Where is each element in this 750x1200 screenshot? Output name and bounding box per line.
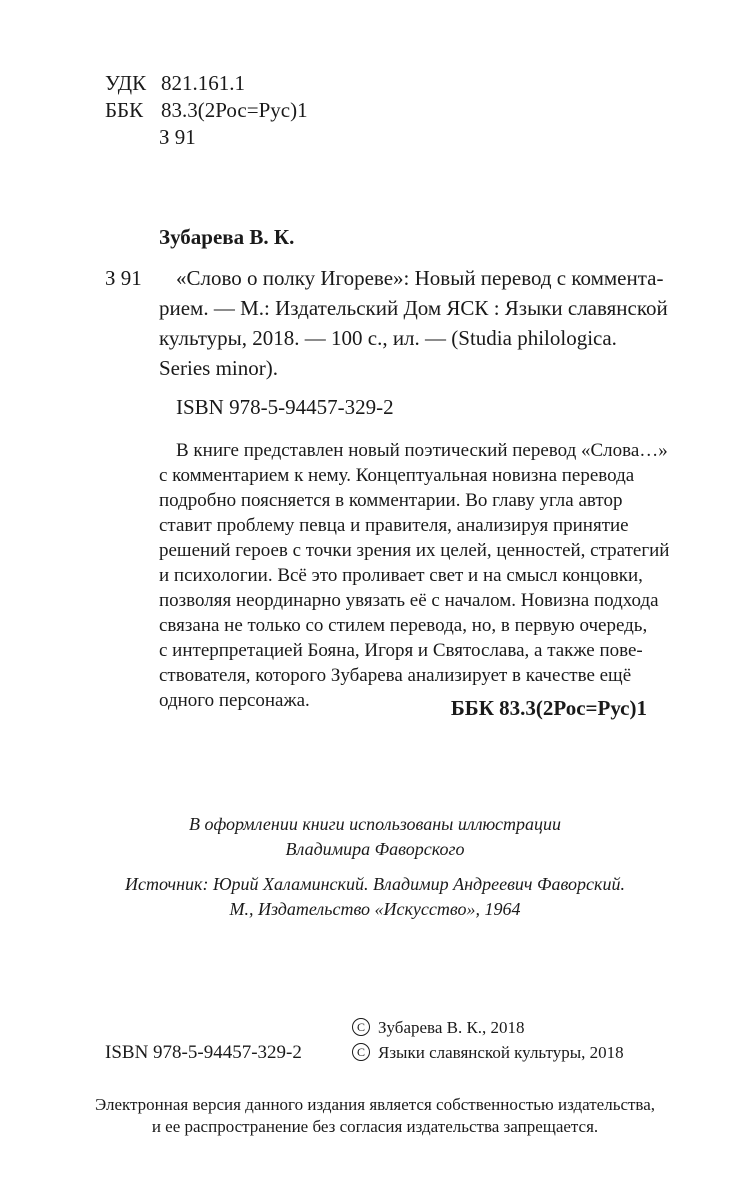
annotation-line: подробно поясняется в комментарии. Во главу угла автор [159, 490, 623, 511]
source-credits [0, 872, 750, 922]
copyright-publisher [352, 1043, 624, 1063]
biblio-line: «Слово о полку Игореве»: Новый перевод с коммента- [176, 266, 664, 290]
biblio-line: культуры, 2018. — 100 с., ил. — (Studia philologica. [159, 326, 617, 350]
biblio-isbn: ISBN 978-5-94457-329-2 [176, 395, 394, 419]
notice-line: и ее распространение без согласия издательства запрещается. [151, 1117, 599, 1136]
credits-line: Владимира Фаворского [285, 839, 465, 859]
bbk-line [105, 97, 308, 123]
annotation-line: с комментарием к нему. Концептуальная новизна перевода [159, 465, 635, 486]
copyright-icon: C [352, 1043, 370, 1061]
udk-line [105, 70, 245, 96]
annotation-line: с интерпретацией Бояна, Игоря и Святослава, а также пове- [159, 640, 643, 661]
bbk-label: ББК [105, 98, 144, 122]
copyright-author [352, 1018, 525, 1038]
copyright-text: Зубарева В. К., 2018 [378, 1018, 525, 1037]
copyright-text: Языки славянской культуры, 2018 [378, 1043, 624, 1062]
udk-value: 821.161.1 [161, 71, 245, 95]
annotation-line: связана не только со стилем перевода, но, в первую очередь, [159, 615, 648, 636]
source-line: Источник: Юрий Халаминский. Владимир Андреевич Фаворский. [125, 874, 625, 894]
annotation-line: и психологии. Всё это проливает свет и на смысл концовки, [159, 565, 643, 586]
copyright-icon: C [352, 1018, 370, 1036]
illustration-credits [0, 812, 750, 862]
biblio-line: Series minor). [159, 356, 278, 380]
source-line: М., Издательство «Искусство», 1964 [229, 899, 521, 919]
bbk-index: ББК 83.3(2Рос=Рус)1 [450, 696, 647, 720]
annotation-line: решений героев с точки зрения их целей, ценностей, стратегий [159, 540, 670, 561]
annotation-line: одного персонажа. [159, 690, 310, 711]
annotation-line: ставит проблему певца и правителя, анализируя принятие [159, 515, 629, 536]
isbn-bottom: ISBN 978-5-94457-329-2 [105, 1042, 302, 1063]
electronic-version-notice [0, 1094, 750, 1138]
biblio-mark: З 91 [105, 266, 142, 290]
author-name: Зубарева В. К. [159, 225, 295, 249]
credits-line: В оформлении книги использованы иллюстрации [188, 814, 562, 834]
annotation-line: позволяя неординарно увязать её с началом. Новизна подхода [159, 590, 659, 611]
udk-label: УДК [105, 71, 147, 95]
biblio-line: рием. — М.: Издательский Дом ЯСК : Языки славянской [159, 296, 668, 320]
annotation-line: ствователя, которого Зубарева анализирует в качестве ещё [159, 665, 632, 686]
notice-line: Электронная версия данного издания является собственностью издательства, [94, 1095, 656, 1114]
annotation-line: В книге представлен новый поэтический перевод «Слова…» [176, 440, 668, 461]
bbk-value: 83.3(2Рос=Рус)1 [161, 98, 308, 122]
author-mark: З 91 [159, 125, 196, 149]
